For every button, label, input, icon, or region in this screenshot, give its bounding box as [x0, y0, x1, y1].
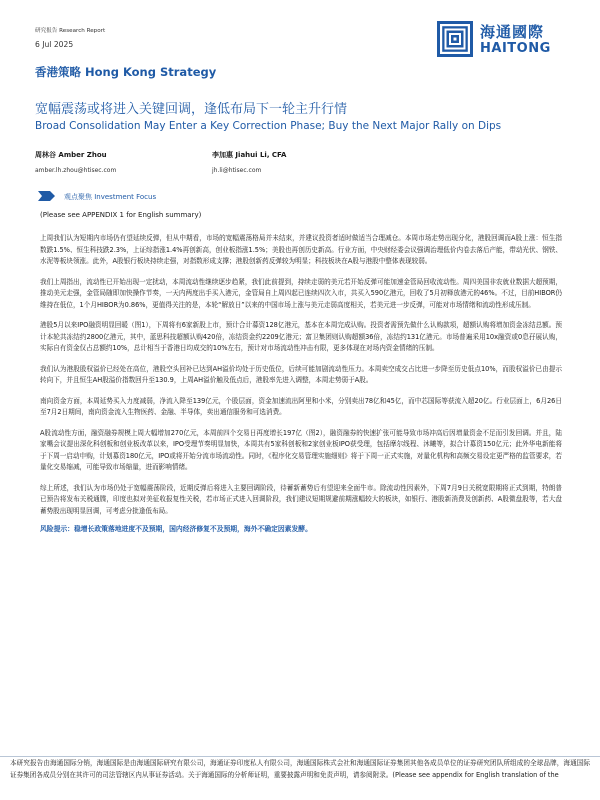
author-block: [35, 150, 565, 180]
risk-warning: 风险提示：稳增长政策落地进度不及预期，国内经济修复不及预期，海外不确定因素发酵。: [40, 525, 312, 533]
logo-text-cn: 海通國際: [480, 23, 545, 41]
report-header: [35, 20, 565, 60]
report-date: 6 Jul 2025: [35, 40, 74, 49]
footer-disclaimer: 本研究报告由海通国际分销，海通国际是由海通国际研究有限公司，海通证券印度私人有限公司，海通国际株式会社和海通国际证券集团其他各成员单位的证券研究团队所组成的全球品牌，海通国际证券集团各成员分别在其许可的司法管辖区内从事证券活动。关于海通国际的分析师证明，重要披露声明和免责声明，请参阅附录。(Please see appendix for English translation of the: [10, 759, 590, 779]
report-title-en: Broad Consolidation May Enter a Key Correction Phase; Buy the Next Major Rally on Dips: [35, 120, 502, 132]
author-name: 周林谷 Amber Zhou: [35, 151, 107, 159]
haitong-logo: [437, 20, 565, 60]
report-body: [40, 233, 562, 535]
author-name: 李加惠 Jiahui Li, CFA: [212, 151, 287, 159]
body-paragraph: 综上所述，我们认为市场仍处于宽幅震荡阶段，近期反弹后将进入主要回调阶段，待蓄新蓄势后有望迎来全面牛市。除流动性因素外，下周7月9日关税宽限期将正式到期，特朗普已预告将发布关税通牒，印度也拟对美征收报复性关税，若市场正式进入回调阶段，我们建议短期规避前期涨幅较大的板块，如银行、港股新消费及创新药、A股微盘股等，若大盘蓄势股出现明显回调，可考虑分批逢低布局。: [40, 483, 562, 515]
investment-focus-label: 观点聚焦 Investment Focus: [64, 193, 157, 201]
footer-divider: [0, 756, 600, 757]
body-paragraph: 上周我们认为短期内市场仍有望延续反弹，但从中期看，市场的宽幅震荡格局并未结束，并建议投资者适时做适当合理减仓。本周市场走势出现分化，港股回调而A股上涨：恒生指数跌1.5%、恒生科技跌2.3%，上证综指涨1.4%再创新高，创业板指涨1.5%；美股也再创历史新高。行业方面，中央财经委会议强调治理低价内卷去落后产能，带动光伏、钢铁、水泥等板块领涨。此外，A股银行板块持续走强，对指数形成支撑；港股创新药反弹较为明显；科技板块在A股与港股中整体表现较弱。: [40, 234, 562, 265]
report-title-cn: 宽幅震荡或将进入关键回调，逢低布局下一轮主升行情: [35, 102, 348, 117]
body-paragraph: A股流动性方面，融资融券规模上周大幅增加270亿元，本周前四个交易日再度增长197亿（图2），融资融券的快速扩张可能导致市场冲高后因增量资金不足而引发回调。并且，陆家嘴会议提出深化科创板和创业板改革以来，IPO受理节奏明显加快，本周共有5家科创板和2家创业板IPO获受理，包括摩尔线程、沐曦等，拟合计募资150亿元；此外华电新能将于下周一启动申购，计划募资180亿元，IPO或将开始分流市场流动性。同时，《程序化交易管理实施细则》将于下周一正式实施，对量化机构和高频交易设定更严格的监管要求，若量化交易缩减，可能导致市场缩量，进而影响情绪。: [40, 428, 562, 471]
body-paragraph: 南向资金方面，本周延势买入力度减弱，净流入降至139亿元，个股层面，资金加速流出阿里和小米，分别卖出78亿和45亿，而中芯国际等获流入超20亿。行业层面上，6月26日至7月2日期间，南向资金流入生物医药、金融、半导体，卖出通信服务和可选消费。: [40, 396, 562, 416]
logo-text-en: HAITONG: [480, 41, 551, 56]
focus-arrow-icon: [38, 190, 56, 202]
haitong-logo-icon: [437, 21, 473, 57]
author-email[interactable]: jh.li@htisec.com: [212, 167, 262, 174]
appendix-note: (Please see APPENDIX 1 for English summary): [40, 211, 202, 219]
body-paragraph: 我们上周指出，流动性已开始出现一定扰动，本周流动性继续逐步趋紧，我们此前提到，持续走弱的美元若开始反弹可能加速金管局回收流动性。周四美国非农就业数据大超预期，推动美元走强，金管局随即加快操作节奏，一天内两度出手买入港元，金管局自上周四起已连续四次入市，共买入590亿港元，回收了5月初释放港元的46%。不过，目前HIBOR仍维持在低位，1个月HIBOR为0.86%，更值得关注的是，本轮“解放日”以来的中国市场上涨与美元走弱高度相关，若美元进一步反弹，可能对市场情绪和流动性形成压制。: [40, 277, 562, 309]
author-2: [212, 150, 286, 174]
author-1: [35, 150, 116, 174]
strategy-label: 香港策略 Hong Kong Strategy: [35, 65, 217, 79]
body-paragraph: 港股5月以来IPO融资明显回暖（图1），下周将有6家新股上市，预计合计募资128亿港元，基本在本周完成认购。投资者需预先做什么认购款项，超额认购将增加资金冻结总额。预计本轮共冻结约2800亿港元，其中，蓝思科技超额认购420倍，冻结资金约2209亿港元；富卫集团则认购超额36倍，冻结约131亿港元。市场普遍采用10x融资或0息孖展认购，实际自有资金仅占总额约10%，总计相当于香港日均成交的10%左右，预计对市场流动性冲击有限，更多体现在对场内资金情绪的压制。: [40, 321, 562, 352]
author-email[interactable]: amber.lh.zhou@htisec.com: [35, 167, 117, 174]
body-paragraph: 我们认为港股股权溢价已经处在高位，港股空头回补已达到AH溢价均处于历史低位，后续可能加剧流动性压力。本周卖空成交占比进一步降至历史低点10%，而股权溢价已由提示转向下，并且恒生AH股溢价指数回升至130.9，上周AH溢价触及低点后，港股率先进入调整，本周走势弱于A股。: [40, 364, 562, 384]
report-type: 研究报告 Research Report: [35, 28, 106, 34]
